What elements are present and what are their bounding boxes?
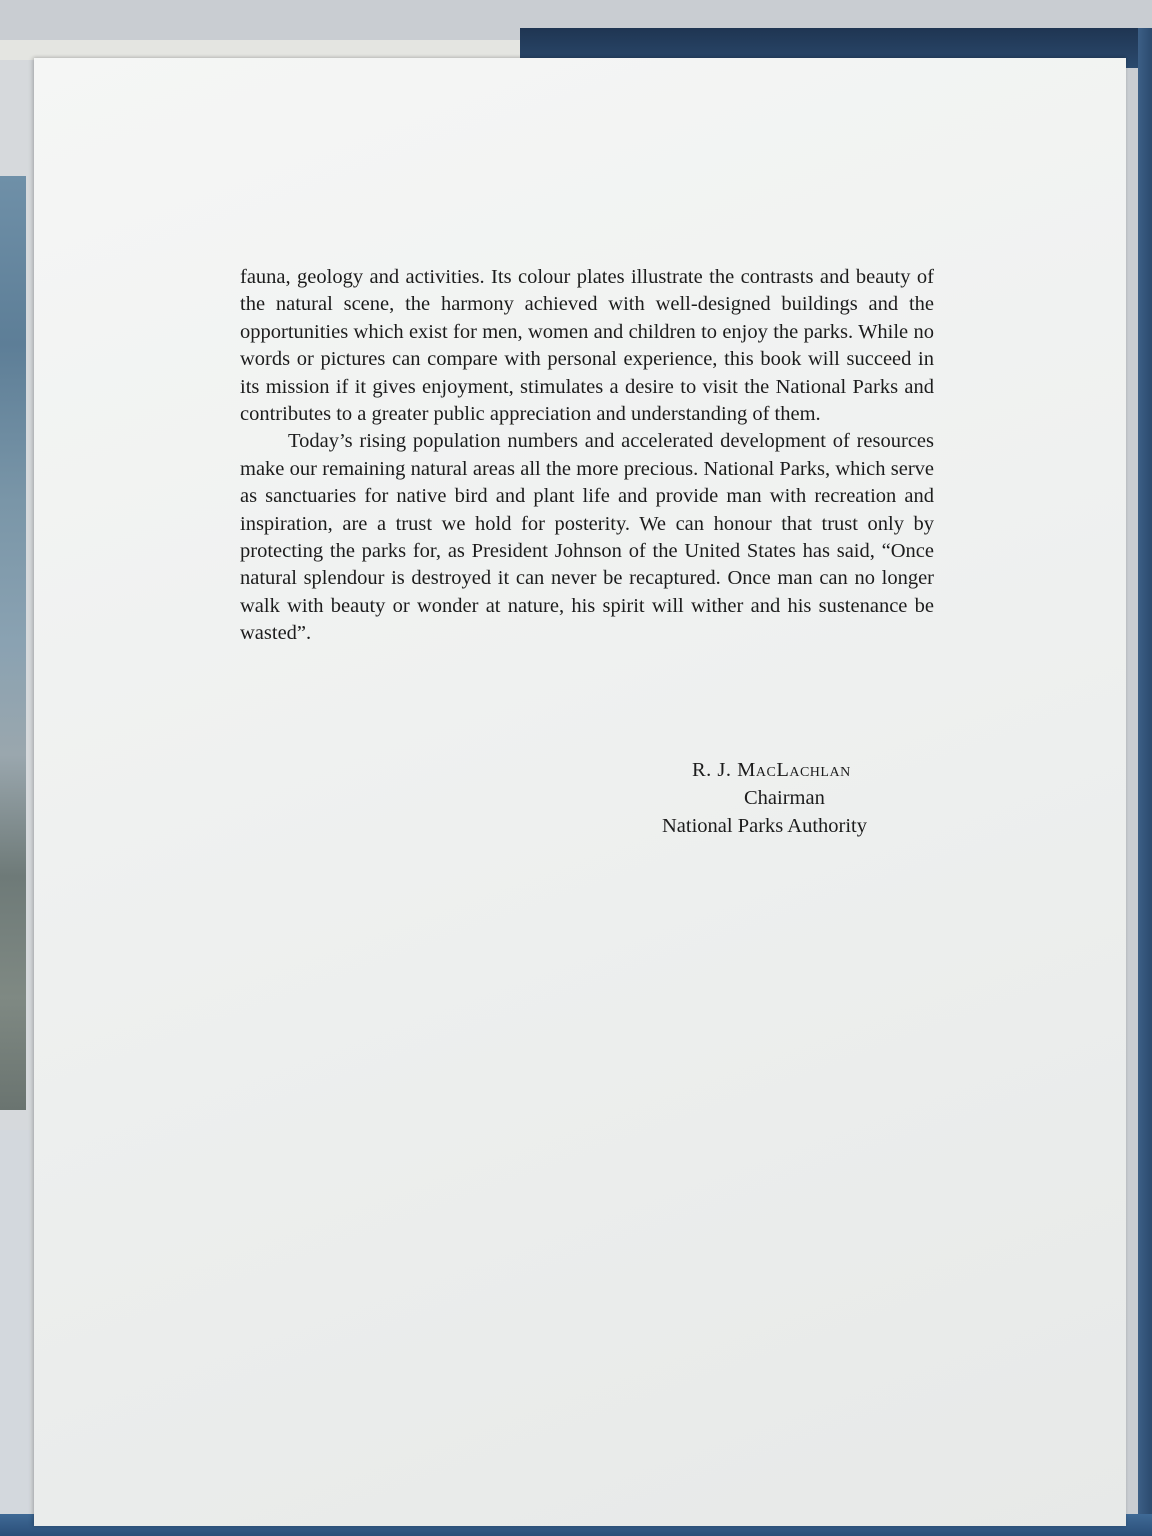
signatory-name: R. J. MacLachlan <box>692 759 851 781</box>
book-cover-right-edge <box>1138 28 1152 1536</box>
signatory-organization: National Parks Authority <box>662 815 867 837</box>
left-lower-edge <box>0 1130 30 1536</box>
signatory-title: Chairman <box>744 787 825 809</box>
paragraph-2: Today’s rising population numbers and accelerated development of resources make our remaining natural areas all the more precious. National Parks, which serve as sanctuaries for native bird and plant life and provide man with recreation and inspiration, are a trust we hold for posterity. We can honour that trust only by protecting the parks for, as President Johnson of the United States has said, “Once natural splendour is destroyed it can never be recaptured. Once man can no longer walk with beauty or wonder at nature, his spirit will wither and his sustenance be wasted”. <box>240 430 934 645</box>
book-page <box>34 58 1126 1526</box>
body-text <box>240 264 934 648</box>
signature-block <box>634 756 934 840</box>
adjacent-photo-plate <box>0 176 26 1110</box>
paragraph-1: fauna, geology and activities. Its colour plates illustrate the contrasts and beauty of the natural scene, the harmony achieved with well-designed buildings and the opportunities which exist for men, women and children to enjoy the parks. While no words or pictures can compare with personal experience, this book will succeed in its mission if it gives enjoyment, stimulates a desire to visit the National Parks and contributes to a greater public appreciation and understanding of them. <box>240 266 934 426</box>
